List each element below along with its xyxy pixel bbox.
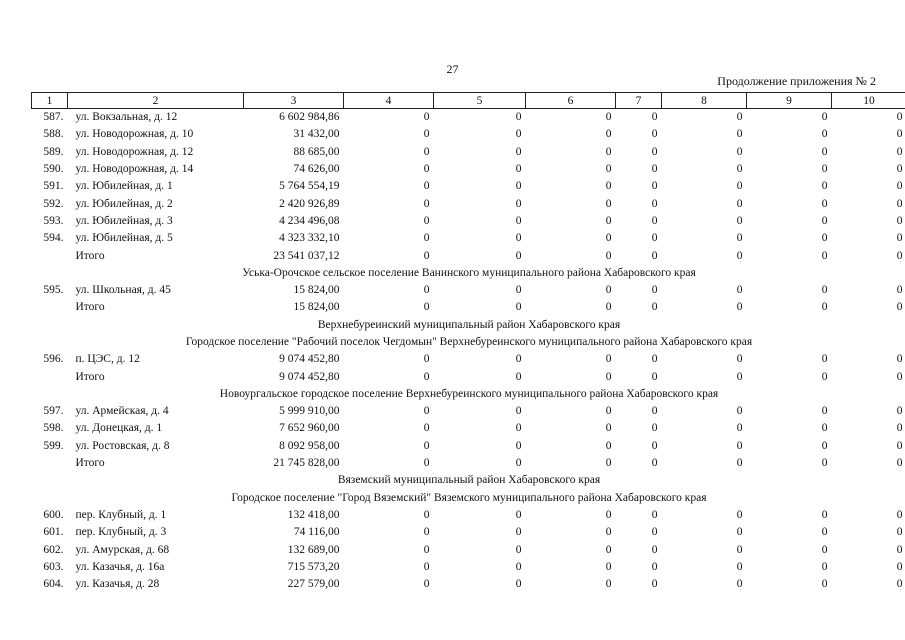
value-col-8: 0: [736, 145, 743, 158]
value-col-4: 0: [423, 353, 430, 366]
address: ул. Новодорожная, д. 10: [75, 128, 194, 141]
value-col-7: 0: [651, 457, 658, 470]
value-col-8: 0: [736, 353, 743, 366]
value-col-6: 0: [605, 457, 612, 470]
total-row: [32, 368, 905, 385]
amount: 132 418,00: [287, 508, 340, 521]
row-number: 596.: [43, 353, 64, 366]
table-body: [32, 109, 905, 594]
value-col-8: 0: [736, 370, 743, 383]
table-row: [32, 213, 905, 230]
value-col-6: 0: [605, 163, 612, 176]
amount: 7 652 960,00: [279, 422, 340, 435]
value-col-10: 0: [896, 543, 903, 556]
value-col-10: 0: [896, 457, 903, 470]
value-col-8: 0: [736, 163, 743, 176]
row-number: 604.: [43, 578, 64, 591]
value-col-4: 0: [423, 249, 430, 262]
column-header: 6: [526, 93, 616, 109]
value-col-9: 0: [821, 163, 828, 176]
table-row: [32, 438, 905, 455]
value-col-9: 0: [821, 197, 828, 210]
value-col-5: 0: [515, 145, 522, 158]
value-col-7: 0: [651, 197, 658, 210]
value-col-9: 0: [821, 284, 828, 297]
value-col-5: 0: [515, 526, 522, 539]
value-col-7: 0: [651, 370, 658, 383]
row-number: [32, 368, 68, 385]
value-col-5: 0: [515, 543, 522, 556]
address: ул. Юбилейная, д. 1: [75, 180, 173, 193]
value-col-4: 0: [423, 180, 430, 193]
value-col-9: 0: [821, 353, 828, 366]
value-col-9: 0: [821, 439, 828, 452]
table-row: [32, 351, 905, 368]
value-col-5: 0: [515, 249, 522, 262]
value-col-10: 0: [896, 197, 903, 210]
value-col-7: 0: [651, 145, 658, 158]
value-col-4: 0: [423, 232, 430, 245]
value-col-10: 0: [896, 422, 903, 435]
row-number: 592.: [43, 197, 64, 210]
column-header: 8: [662, 93, 747, 109]
value-col-6: 0: [605, 197, 612, 210]
value-col-9: 0: [821, 526, 828, 539]
section-heading-row: [32, 386, 905, 403]
value-col-9: 0: [821, 232, 828, 245]
value-col-4: 0: [423, 457, 430, 470]
section-heading-row: [32, 265, 905, 282]
row-number: 597.: [43, 405, 64, 418]
value-col-8: 0: [736, 457, 743, 470]
value-col-5: 0: [515, 128, 522, 141]
amount: 2 420 926,89: [279, 197, 340, 210]
value-col-10: 0: [896, 439, 903, 452]
value-col-10: 0: [896, 214, 903, 227]
value-col-10: 0: [896, 232, 903, 245]
value-col-8: 0: [736, 197, 743, 210]
value-col-8: 0: [736, 249, 743, 262]
amount: 4 234 496,08: [279, 214, 340, 227]
total-row: [32, 455, 905, 472]
address: ул. Ростовская, д. 8: [75, 439, 170, 452]
value-col-7: 0: [651, 422, 658, 435]
section-heading: Верхнебуреинский муниципальный район Хабаровского края: [317, 318, 621, 331]
value-col-9: 0: [821, 145, 828, 158]
value-col-7: 0: [651, 543, 658, 556]
value-col-5: 0: [515, 214, 522, 227]
table-row: [32, 559, 905, 576]
value-col-7: 0: [651, 163, 658, 176]
value-col-7: 0: [651, 301, 658, 314]
value-col-6: 0: [605, 543, 612, 556]
value-col-9: 0: [821, 214, 828, 227]
amount: 4 323 332,10: [279, 232, 340, 245]
value-col-6: 0: [605, 214, 612, 227]
value-col-7: 0: [651, 405, 658, 418]
value-col-7: 0: [651, 214, 658, 227]
value-col-10: 0: [896, 180, 903, 193]
value-col-5: 0: [515, 284, 522, 297]
amount: 31 432,00: [293, 128, 340, 141]
row-number: [32, 455, 68, 472]
row-number: 600.: [43, 508, 64, 521]
row-number: [32, 299, 68, 316]
value-col-5: 0: [515, 163, 522, 176]
address: ул. Юбилейная, д. 2: [75, 197, 173, 210]
value-col-8: 0: [736, 508, 743, 521]
value-col-9: 0: [821, 560, 828, 573]
value-col-8: 0: [736, 111, 743, 124]
value-col-8: 0: [736, 284, 743, 297]
value-col-8: 0: [736, 232, 743, 245]
value-col-8: 0: [736, 301, 743, 314]
row-number: 595.: [43, 284, 64, 297]
value-col-10: 0: [896, 249, 903, 262]
appendix-continuation-note: Продолжение приложения № 2: [717, 74, 876, 88]
value-col-4: 0: [423, 111, 430, 124]
column-header: 7: [616, 93, 662, 109]
column-header: 1: [32, 93, 68, 109]
value-col-5: 0: [515, 405, 522, 418]
value-col-9: 0: [821, 422, 828, 435]
address: ул. Вокзальная, д. 12: [75, 111, 178, 124]
row-number: 588.: [43, 128, 64, 141]
row-number: 601.: [43, 526, 64, 539]
value-col-8: 0: [736, 439, 743, 452]
table-row: [32, 507, 905, 524]
value-col-5: 0: [515, 422, 522, 435]
value-col-10: 0: [896, 128, 903, 141]
column-header: 2: [68, 93, 244, 109]
value-col-7: 0: [651, 508, 658, 521]
address: пер. Клубный, д. 1: [75, 508, 167, 521]
column-number-header-row: [32, 93, 905, 109]
value-col-8: 0: [736, 128, 743, 141]
table-row: [32, 541, 905, 558]
value-col-9: 0: [821, 249, 828, 262]
value-col-9: 0: [821, 111, 828, 124]
value-col-5: 0: [515, 180, 522, 193]
value-col-10: 0: [896, 145, 903, 158]
value-col-6: 0: [605, 301, 612, 314]
value-col-5: 0: [515, 508, 522, 521]
address: ул. Юбилейная, д. 3: [75, 214, 173, 227]
value-col-9: 0: [821, 128, 828, 141]
row-number: 587.: [43, 111, 64, 124]
value-col-6: 0: [605, 526, 612, 539]
value-col-4: 0: [423, 163, 430, 176]
value-col-10: 0: [896, 370, 903, 383]
value-col-10: 0: [896, 353, 903, 366]
row-number: 594.: [43, 232, 64, 245]
value-col-4: 0: [423, 439, 430, 452]
value-col-4: 0: [423, 578, 430, 591]
table-row: [32, 109, 905, 127]
value-col-6: 0: [605, 111, 612, 124]
value-col-8: 0: [736, 405, 743, 418]
section-heading-row: [32, 472, 905, 489]
value-col-9: 0: [821, 578, 828, 591]
table-row: [32, 403, 905, 420]
amount: 15 824,00: [293, 301, 340, 314]
value-col-7: 0: [651, 128, 658, 141]
value-col-5: 0: [515, 457, 522, 470]
value-col-8: 0: [736, 526, 743, 539]
value-col-10: 0: [896, 508, 903, 521]
amount: 21 745 828,00: [273, 457, 340, 470]
value-col-10: 0: [896, 111, 903, 124]
amount: 132 689,00: [287, 543, 340, 556]
total-label: Итого: [75, 249, 105, 262]
value-col-7: 0: [651, 232, 658, 245]
value-col-7: 0: [651, 578, 658, 591]
value-col-7: 0: [651, 111, 658, 124]
amount: 715 573,20: [287, 560, 340, 573]
value-col-5: 0: [515, 439, 522, 452]
address: п. ЦЭС, д. 12: [75, 353, 140, 366]
value-col-9: 0: [821, 301, 828, 314]
value-col-4: 0: [423, 214, 430, 227]
value-col-5: 0: [515, 353, 522, 366]
value-col-6: 0: [605, 128, 612, 141]
amount: 74 116,00: [293, 526, 340, 539]
amount: 5 764 554,19: [279, 180, 340, 193]
value-col-4: 0: [423, 526, 430, 539]
page-number: 27: [446, 62, 459, 76]
row-number: 603.: [43, 560, 64, 573]
value-col-6: 0: [605, 422, 612, 435]
row-number: 599.: [43, 439, 64, 452]
row-number: [32, 247, 68, 264]
row-number: 602.: [43, 543, 64, 556]
value-col-7: 0: [651, 284, 658, 297]
amount: 8 092 958,00: [279, 439, 340, 452]
section-heading: Вяземский муниципальный район Хабаровского края: [337, 474, 601, 487]
section-heading: Городское поселение "Город Вяземский" Вяземского муниципального района Хабаровского края: [231, 491, 707, 504]
value-col-7: 0: [651, 353, 658, 366]
total-label: Итого: [75, 457, 105, 470]
total-row: [32, 299, 905, 316]
table-row: [32, 144, 905, 161]
value-col-4: 0: [423, 197, 430, 210]
value-col-8: 0: [736, 180, 743, 193]
section-heading-row: [32, 317, 905, 334]
section-heading-row: [32, 334, 905, 351]
value-col-10: 0: [896, 163, 903, 176]
address: пер. Клубный, д. 3: [75, 526, 167, 539]
total-label: Итого: [75, 370, 105, 383]
value-col-4: 0: [423, 422, 430, 435]
amount: 5 999 910,00: [279, 405, 340, 418]
address: ул. Казачья, д. 28: [75, 578, 160, 591]
value-col-4: 0: [423, 370, 430, 383]
value-col-8: 0: [736, 560, 743, 573]
value-col-6: 0: [605, 560, 612, 573]
column-header: 10: [832, 93, 905, 109]
value-col-4: 0: [423, 405, 430, 418]
value-col-6: 0: [605, 249, 612, 262]
row-number: 590.: [43, 163, 64, 176]
housing-program-table: [31, 92, 905, 593]
total-label: Итого: [75, 301, 105, 314]
column-header: 5: [434, 93, 526, 109]
value-col-6: 0: [605, 508, 612, 521]
value-col-6: 0: [605, 405, 612, 418]
value-col-9: 0: [821, 180, 828, 193]
value-col-7: 0: [651, 526, 658, 539]
table-row: [32, 195, 905, 212]
value-col-5: 0: [515, 370, 522, 383]
table-row: [32, 178, 905, 195]
amount: 227 579,00: [287, 578, 340, 591]
value-col-9: 0: [821, 457, 828, 470]
column-header: 4: [344, 93, 434, 109]
value-col-9: 0: [821, 508, 828, 521]
value-col-5: 0: [515, 301, 522, 314]
value-col-10: 0: [896, 560, 903, 573]
address: ул. Армейская, д. 4: [75, 405, 169, 418]
value-col-4: 0: [423, 128, 430, 141]
value-col-9: 0: [821, 370, 828, 383]
column-header: 3: [244, 93, 344, 109]
address: ул. Казачья, д. 16а: [75, 560, 165, 573]
value-col-4: 0: [423, 284, 430, 297]
amount: 74 626,00: [293, 163, 340, 176]
row-number: 591.: [43, 180, 64, 193]
row-number: 593.: [43, 214, 64, 227]
value-col-5: 0: [515, 232, 522, 245]
address: ул. Донецкая, д. 1: [75, 422, 163, 435]
value-col-6: 0: [605, 145, 612, 158]
amount: 15 824,00: [293, 284, 340, 297]
table-row: [32, 230, 905, 247]
value-col-6: 0: [605, 284, 612, 297]
value-col-5: 0: [515, 560, 522, 573]
value-col-6: 0: [605, 353, 612, 366]
section-heading-row: [32, 490, 905, 507]
value-col-6: 0: [605, 439, 612, 452]
value-col-6: 0: [605, 578, 612, 591]
amount: 23 541 037,12: [273, 249, 340, 262]
address: ул. Амурская, д. 68: [75, 543, 170, 556]
table-row: [32, 126, 905, 143]
value-col-7: 0: [651, 249, 658, 262]
table-row: [32, 420, 905, 437]
value-col-10: 0: [896, 301, 903, 314]
value-col-8: 0: [736, 543, 743, 556]
value-col-8: 0: [736, 578, 743, 591]
section-heading: Уська-Орочское сельское поселение Ванинского муниципального района Хабаровского края: [242, 266, 696, 279]
address: ул. Новодорожная, д. 14: [75, 163, 194, 176]
value-col-7: 0: [651, 180, 658, 193]
value-col-10: 0: [896, 405, 903, 418]
value-col-6: 0: [605, 232, 612, 245]
address: ул. Юбилейная, д. 5: [75, 232, 173, 245]
amount: 9 074 452,80: [279, 353, 340, 366]
value-col-7: 0: [651, 560, 658, 573]
value-col-4: 0: [423, 560, 430, 573]
address: ул. Школьная, д. 45: [75, 284, 171, 297]
table-row: [32, 282, 905, 299]
row-number: 598.: [43, 422, 64, 435]
amount: 9 074 452,80: [279, 370, 340, 383]
value-col-7: 0: [651, 439, 658, 452]
value-col-4: 0: [423, 543, 430, 556]
amount: 6 602 984,86: [279, 111, 340, 124]
value-col-5: 0: [515, 197, 522, 210]
table-row: [32, 161, 905, 178]
value-col-6: 0: [605, 180, 612, 193]
value-col-10: 0: [896, 526, 903, 539]
column-header: 9: [747, 93, 832, 109]
value-col-8: 0: [736, 214, 743, 227]
value-col-5: 0: [515, 578, 522, 591]
value-col-4: 0: [423, 508, 430, 521]
value-col-10: 0: [896, 578, 903, 591]
value-col-9: 0: [821, 405, 828, 418]
table-row: [32, 524, 905, 541]
value-col-9: 0: [821, 543, 828, 556]
address: ул. Новодорожная, д. 12: [75, 145, 194, 158]
value-col-5: 0: [515, 111, 522, 124]
section-heading: Городское поселение "Рабочий поселок Чегдомын" Верхнебуреинского муниципального района Хабаровского края: [185, 336, 753, 348]
value-col-10: 0: [896, 284, 903, 297]
value-col-4: 0: [423, 145, 430, 158]
amount: 88 685,00: [293, 145, 340, 158]
value-col-4: 0: [423, 301, 430, 314]
table-row: [32, 576, 905, 593]
value-col-6: 0: [605, 370, 612, 383]
row-number: 589.: [43, 145, 64, 158]
value-col-8: 0: [736, 422, 743, 435]
section-heading: Новоургальское городское поселение Верхнебуреинского муниципального района Хабаровского края: [219, 387, 719, 400]
total-row: [32, 247, 905, 264]
